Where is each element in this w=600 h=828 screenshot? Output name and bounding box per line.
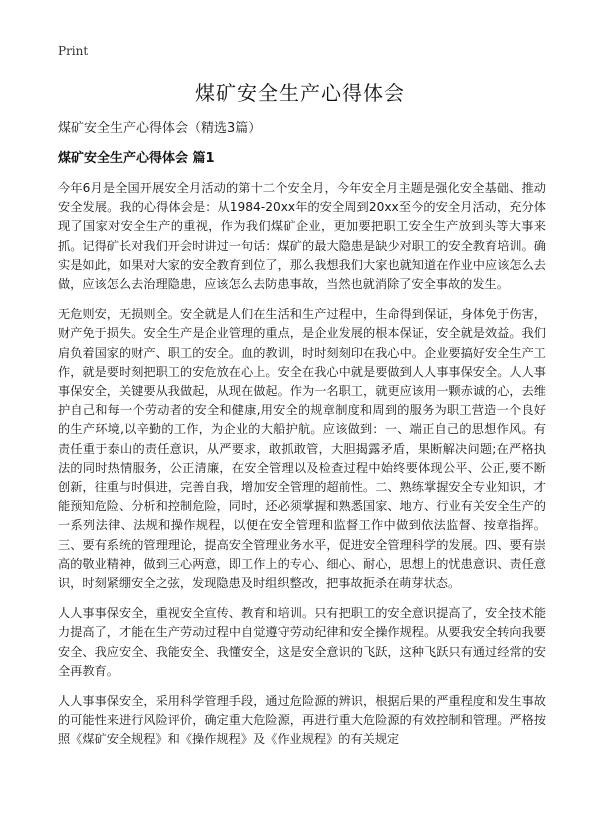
paragraph: 人人事事保安全，采用科学管理手段，通过危险源的辨识，根据后果的严重程度和发生事故的可能性来进行风险评价，确定重大危险源，再进行重大危险源的有效控制和管理。严格按照《煤矿安全规程》和《操作规程》及《作业规程》的有关规定 [58, 694, 546, 747]
section-heading: 煤矿安全生产心得体会 篇1 [58, 151, 215, 166]
paragraph: 今年6月是全国开展安全月活动的第十二个安全月，今年安全月主题是强化安全基础、推动安全发展。我的心得体会是：从1984-20xx年的安全周到20xx至今的安全月活动，充分体现了国家对安全生产的重视，作为我们煤矿企业，更加要把职工安全生产放到头等大事来抓。记得矿长对我们开会时讲过一句话：煤矿的最大隐患是缺少对职工的安全教育培训。确实是如此，如果对大家的安全教育到位了，那么我想我们大家也就知道在作业中应该怎么去做，应该怎么去治理隐患，应该怎么去防患事故，当然也就消除了安全事故的发生。 [58, 181, 546, 292]
paragraph: 无危则安，无损则全。安全就是人们在生活和生产过程中，生命得到保证，身体免于伤害，财产免于损失。安全生产是企业管理的重点，是企业发展的根本保证，安全就是效益。我们肩负着国家的财产、职工的安全。血的教训，时时刻刻印在我心中。企业要搞好安全生产工作，就是要时刻把职工的安危放在心上。安全在我心中就是要做到人人事事保安全。人人事事保安全，关键要从我做起，从现在做起。作为一名职工，就更应该用一颗赤诚的心，去维护自己和每一个劳动者的安全和健康,用安全的规章制度和周到的服务为职工营造一个良好的生产环境,以辛勤的工作，为企业的大船护航。应该做到：一、端正自己的思想作风。有责任重于泰山的责任意识，从严要求，敢抓敢管，大胆揭露矛盾，果断解决问题;在严格执法的同时热情服务，公正清廉，在安全管理以及检查过程中始终要体现公平、公正,要不断创新，往重与时俱进，完善自我，增加安全管理的超前性。二、熟练掌握安全专业知识，才能预知危险、分析和控制危险，同时，还必须掌握和熟悉国家、地方、行业有关安全生产的一系列法律、法规和操作规程，以便在安全管理和监督工作中做到依法监督、按章指挥。三、要有系统的管理理论，提高安全管理业务水平，促进安全管理科学的发展。四、要有崇高的敬业精神，做到三心两意，即工作上的专心、细心、耐心，思想上的忧患意识、责任意识，时刻紧绷安全之弦，发现隐患及时组织整改，把事故扼杀在萌芽状态。 [58, 307, 546, 591]
print-label: Print [58, 44, 89, 58]
document-body [58, 179, 546, 761]
document-subtitle: 煤矿安全生产心得体会（精选3篇） [58, 121, 262, 136]
document-title: 煤矿安全生产心得体会 [195, 81, 405, 105]
paragraph: 人人事事保安全，重视安全宣传、教育和培训。只有把职工的安全意识提高了，安全技术能力提高了，才能在生产劳动过程中自觉遵守劳动纪律和安全操作规程。从要我安全转向我要安全、我应安全、我能安全、我懂安全，这是安全意识的飞跃，这种飞跃只有通过经常的安全再教育。 [58, 606, 546, 678]
